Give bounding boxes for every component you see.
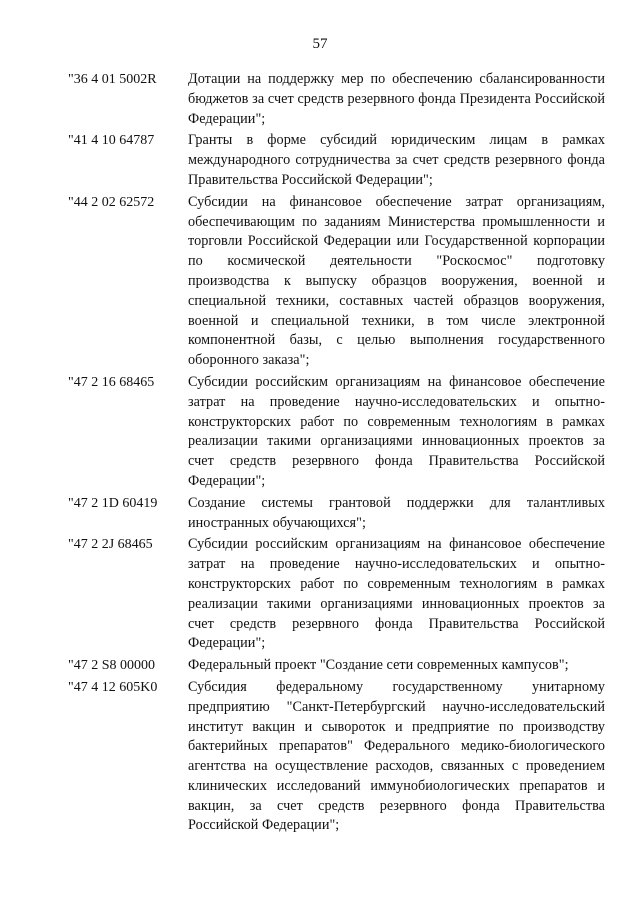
list-item bbox=[68, 678, 605, 836]
list-item bbox=[68, 656, 605, 676]
budget-code: "44 2 02 62572 bbox=[68, 194, 155, 210]
budget-code-description: Субсидия федеральному государственному унитарному предприятию "Санкт-Петербургский научно-исследовательский институт вакцин и сывороток и предприятие по производству бактерийных препаратов" Федерального медико-биологического агентства на осуществление расходов, связанных с проведением клинических исследований иммунобиологических препаратов и вакцин, за счет средств резервного фонда Правительства Российской Федерации"; bbox=[188, 678, 605, 834]
budget-code: "47 2 2J 68465 bbox=[68, 537, 153, 553]
budget-code-list bbox=[68, 70, 605, 836]
budget-code: "47 4 12 605K0 bbox=[68, 679, 158, 695]
list-item bbox=[68, 373, 605, 492]
list-item bbox=[68, 535, 605, 654]
budget-code: "47 2 16 68465 bbox=[68, 374, 155, 390]
budget-code: "47 2 1D 60419 bbox=[68, 495, 158, 511]
list-item bbox=[68, 193, 605, 371]
budget-code-description: Федеральный проект "Создание сети современных кампусов"; bbox=[188, 657, 569, 674]
budget-code: "41 4 10 64787 bbox=[68, 133, 155, 149]
list-item bbox=[68, 131, 605, 190]
list-item bbox=[68, 494, 605, 534]
budget-code-description: Дотации на поддержку мер по обеспечению сбалансированности бюджетов за счет средств резервного фонда Президента Российской Федерации"; bbox=[188, 71, 605, 127]
list-item bbox=[68, 70, 605, 129]
budget-code-description: Гранты в форме субсидий юридическим лицам в рамках международного сотрудничества за счет средств резервного фонда Правительства Российской Федерации"; bbox=[188, 132, 605, 188]
budget-code-description: Субсидии на финансовое обеспечение затрат организациям, обеспечивающим по заданиям Министерства промышленности и торговли Российской Федерации или Государственной корпорации по космической деятельности "Роскосмос" подготовку производства к выпуску образцов вооружения, военной и специальной техники, составных частей образцов вооружения, военной и специальной техники, в том числе электронной компонентной базы, с целью выполнения государственного оборонного заказа"; bbox=[188, 193, 605, 369]
budget-code-description: Создание системы грантовой поддержки для талантливых иностранных обучающихся"; bbox=[188, 494, 605, 531]
budget-code: "47 2 S8 00000 bbox=[68, 658, 156, 674]
budget-code-description: Субсидии российским организациям на финансовое обеспечение затрат на проведение научно-исследовательских и опытно-конструкторских работ по современным технологиям в рамках реализации такими организациями инновационных проектов за счет средств резервного фонда Правительства Российской Федерации"; bbox=[188, 373, 605, 489]
budget-code-description: Субсидии российским организациям на финансовое обеспечение затрат на проведение научно-исследовательских и опытно-конструкторских работ по современным технологиям в рамках реализации такими организациями инновационных проектов за счет средств резервного фонда Правительства Российской Федерации"; bbox=[188, 536, 605, 652]
budget-code: "36 4 01 5002R bbox=[68, 72, 157, 87]
page-number: 57 bbox=[312, 36, 328, 52]
